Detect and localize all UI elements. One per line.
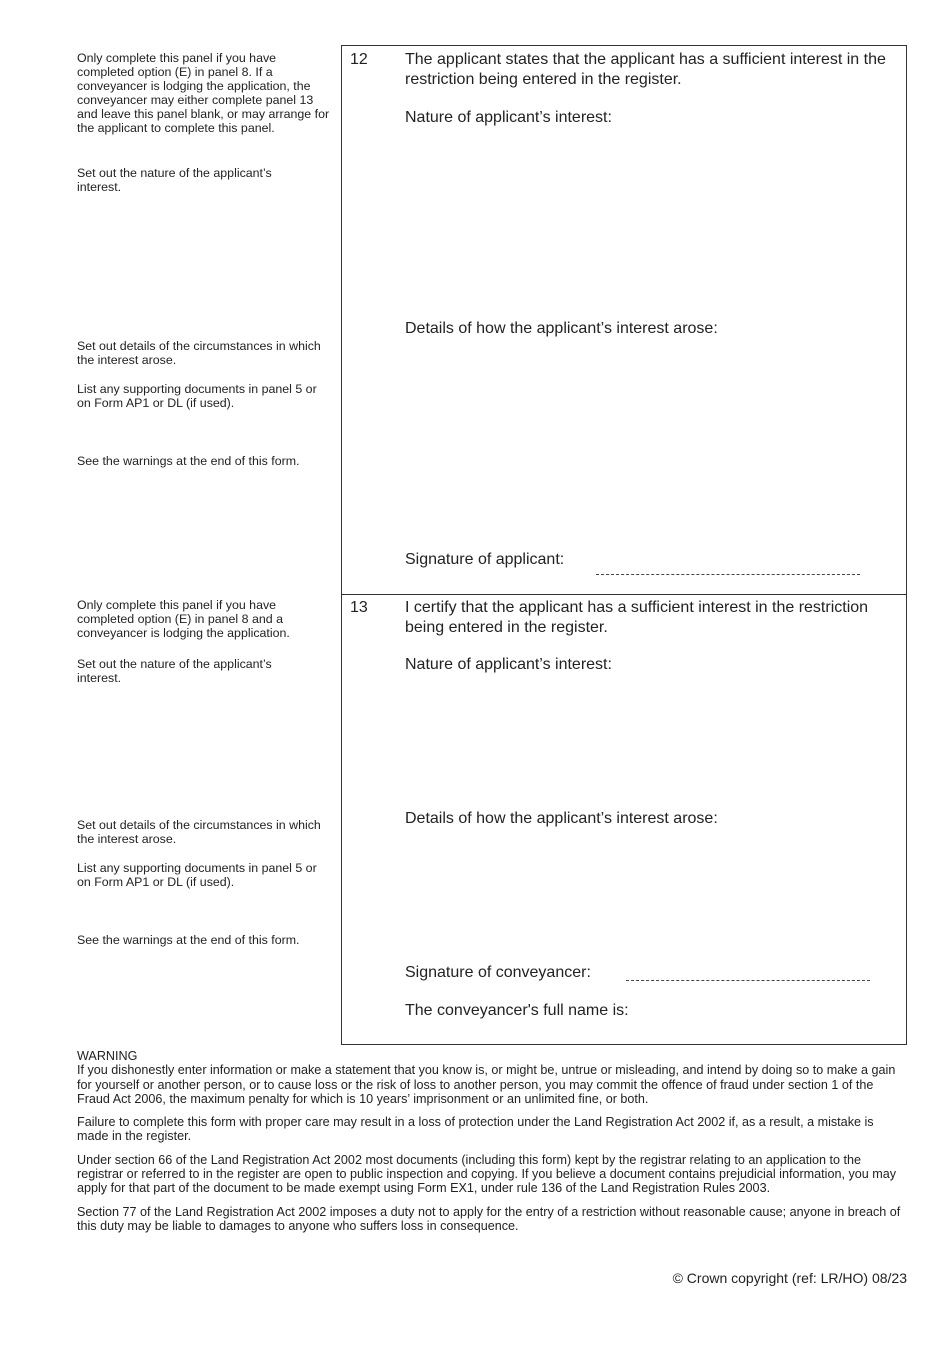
panel-13-signature-line[interactable]	[626, 980, 870, 981]
panel-12-signature-line[interactable]	[596, 574, 860, 575]
panel-13-signature-label: Signature of conveyancer:	[405, 964, 591, 981]
p12-guidance-details: Set out details of the circumstances in which the interest arose.	[77, 339, 321, 367]
p13-guidance-warnings: See the warnings at the end of this form.	[77, 933, 300, 947]
p13-guidance-nature: Set out the nature of the applicant’s interest.	[77, 657, 272, 685]
p12-guidance-intro: Only complete this panel if you have completed option (E) in panel 8. If a conveyancer is lodging the application, the conveyancer may either complete panel 13 and leave this panel blank, or may arrange for the applicant to complete this panel.	[77, 51, 330, 135]
warnings-section	[77, 1049, 902, 1233]
panel-13-details-label: Details of how the applicant’s interest arose:	[405, 810, 718, 827]
panel-13-details-field[interactable]	[405, 835, 895, 955]
p13-guidance-details: Set out details of the circumstances in which the interest arose.	[77, 818, 321, 846]
panel-12-number: 12	[350, 51, 368, 68]
panel-12	[341, 45, 907, 595]
panel-13-statement: I certify that the applicant has a sufficient interest in the restriction being entered in the register.	[405, 599, 869, 636]
warning-section-77: Section 77 of the Land Registration Act 2002 imposes a duty not to apply for the entry of a restriction without reasonable cause; anyone in breach of this duty may be liable to damages to anyone who suffers loss in consequence.	[77, 1204, 901, 1233]
warning-fraud: If you dishonestly enter information or make a statement that you know is, or might be, untrue or misleading, and intend by doing so to make a gain for yourself or another person, or to cause loss or the risk of loss to another person, you may commit the offence of fraud under section 1 of the Fraud Act 2006, the maximum penalty for which is 10 years’ imprisonment or an unlimited fine, or both.	[77, 1063, 896, 1106]
panel-12-nature-label: Nature of applicant’s interest:	[405, 109, 612, 126]
panel-13-nature-label: Nature of applicant’s interest:	[405, 656, 612, 673]
p13-guidance-intro: Only complete this panel if you have completed option (E) in panel 8 and a conveyancer is lodging the application.	[77, 598, 290, 640]
p12-guidance-nature: Set out the nature of the applicant’s interest.	[77, 166, 272, 194]
warning-heading: WARNING	[77, 1049, 138, 1063]
copyright-notice: © Crown copyright (ref: LR/HO) 08/23	[672, 1270, 907, 1286]
panel-12-statement: The applicant states that the applicant has a sufficient interest in the restriction being entered in the register.	[405, 51, 886, 88]
panel-12-signature-label: Signature of applicant:	[405, 551, 565, 568]
warning-proper-care: Failure to complete this form with proper care may result in a loss of protection under the Land Registration Act 2002 if, as a result, a mistake is made in the register.	[77, 1115, 874, 1144]
panel-12-nature-field[interactable]	[405, 134, 895, 314]
p12-guidance-warnings: See the warnings at the end of this form.	[77, 454, 300, 468]
panel-13-nature-field[interactable]	[405, 681, 895, 801]
panel-13	[341, 594, 907, 1045]
panel-13-fullname-label: The conveyancer's full name is:	[405, 1002, 629, 1019]
warning-inspection: Under section 66 of the Land Registration Act 2002 most documents (including this form) kept by the registrar relating to an application to the registrar or referred to in the register are open to public inspection and copying. If you believe a document contains prejudicial information, you may apply for that part of the document to be made exempt using Form EX1, under rule 136 of the Land Registration Rules 2003.	[77, 1152, 897, 1196]
panel-12-details-field[interactable]	[405, 345, 895, 545]
p12-guidance-docs: List any supporting documents in panel 5 or on Form AP1 or DL (if used).	[77, 382, 317, 410]
panel-13-number: 13	[350, 599, 368, 616]
panel-12-details-label: Details of how the applicant’s interest arose:	[405, 320, 718, 337]
p13-guidance-docs: List any supporting documents in panel 5 or on Form AP1 or DL (if used).	[77, 861, 317, 889]
